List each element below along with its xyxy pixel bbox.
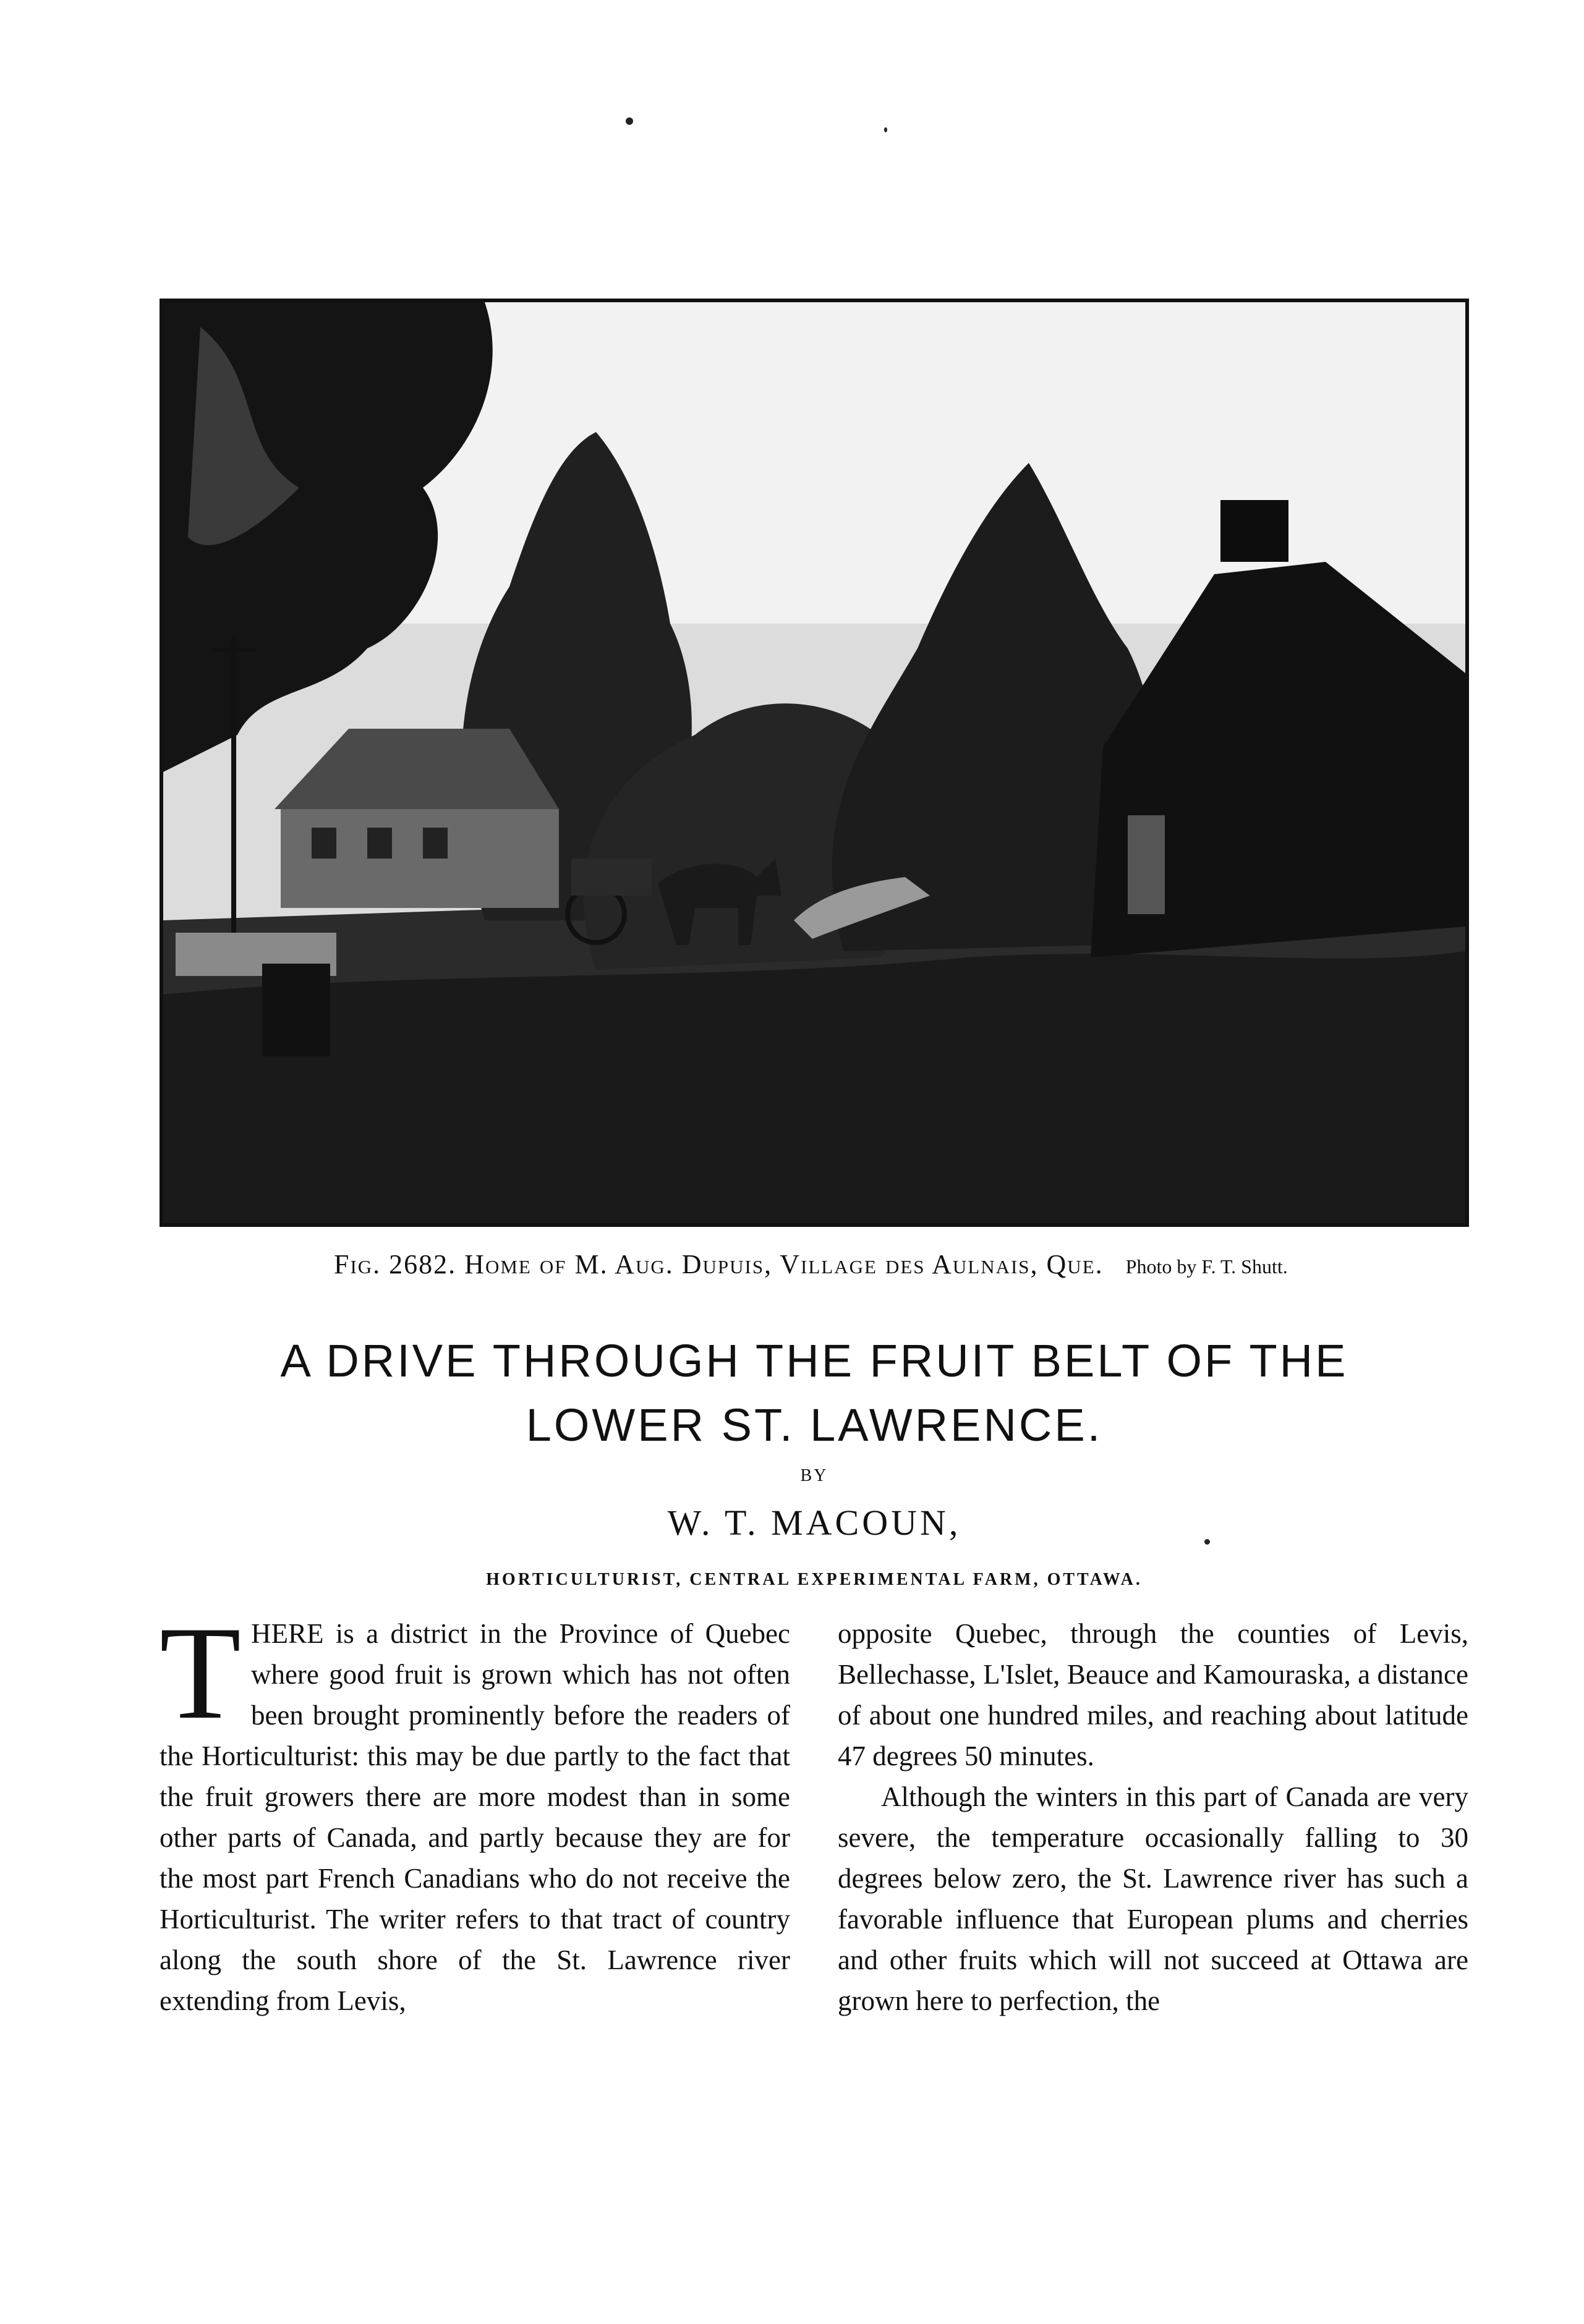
author-affiliation: HORTICULTURIST, CENTRAL EXPERIMENTAL FARM, OTTAWA.	[486, 1570, 1143, 1589]
print-speck	[884, 127, 887, 132]
caption-text: Fig. 2682. Home of M. Aug. Dupuis, Village des Aulnais, Que.	[334, 1249, 1104, 1279]
photograph	[160, 299, 1469, 1227]
title-line-1: A DRIVE THROUGH THE FRUIT BELT OF THE	[280, 1335, 1348, 1386]
article-column-right	[838, 1613, 1468, 2021]
print-speck	[626, 117, 633, 125]
author-name: W. T. MACOUN,	[667, 1503, 961, 1543]
paragraph	[160, 1599, 790, 2021]
article-column-left	[160, 1599, 790, 2021]
article-title	[160, 1329, 1469, 1457]
figure-caption	[334, 1249, 1484, 1286]
photo-credit: Photo by F. T. Shutt.	[1125, 1255, 1288, 1278]
title-line-2: LOWER ST. LAWRENCE.	[526, 1399, 1103, 1451]
byline-by: BY	[800, 1466, 828, 1485]
paragraph: opposite Quebec, through the counties of Levis, Bellechasse, L'Islet, Beauce and Kamouraska, a distance of about one hundred miles, and reaching about latitude 47 degrees 50 minutes.	[838, 1618, 1468, 1771]
paragraph-text: HERE is a district in the Province of Quebec where good fruit is grown which has not often been brought prominently before the readers of the Horticulturist: this may be due partly to the fact that the fruit growers there are more modest than in some other parts of Canada, and partly because they are for the most part French Canadians who do not receive the Horticulturist. The writer refers to that tract of country along the south shore of the St. Lawrence river extending from Levis,	[160, 1618, 790, 2016]
paragraph: Although the winters in this part of Canada are very severe, the temperature occasionally falling to 30 degrees below zero, the St. Lawrence river has such a favorable influence that European plums and cherries and other fruits which will not succeed at Ottawa are grown here to perfection, the	[838, 1781, 1468, 2016]
drop-cap: T	[160, 1599, 241, 1747]
photo-illustration	[163, 302, 1465, 1223]
